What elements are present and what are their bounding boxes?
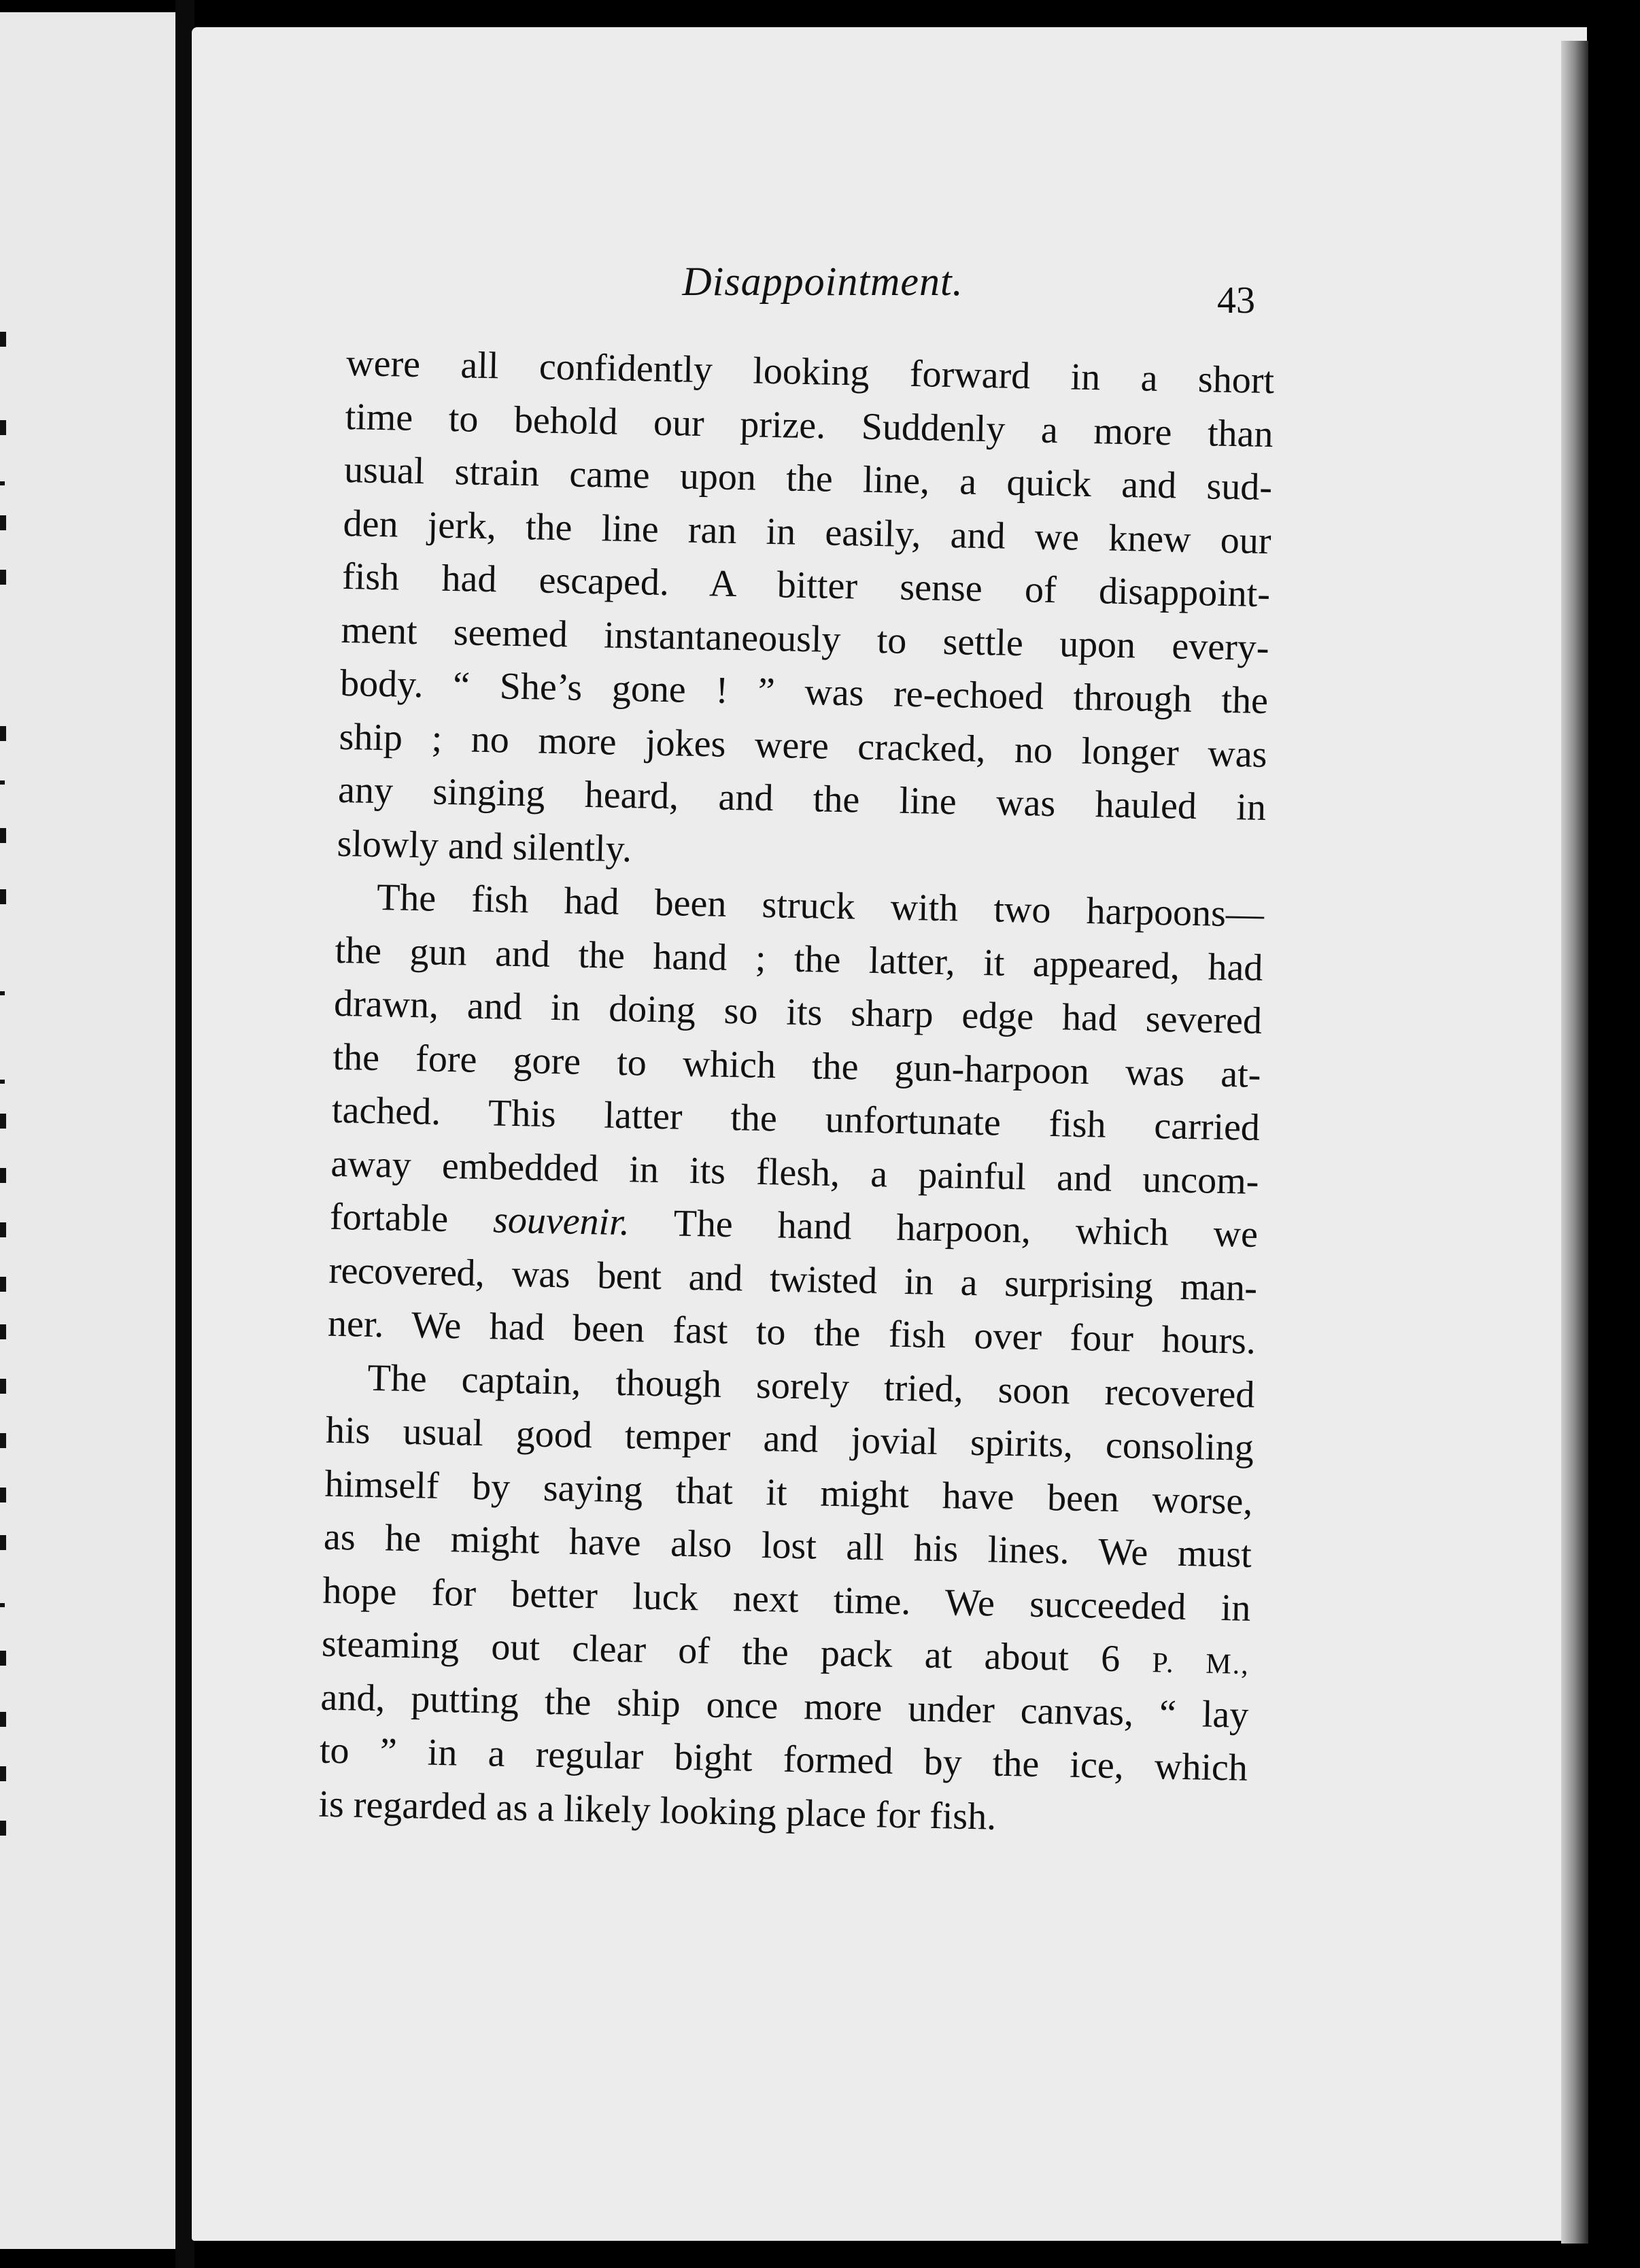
text-fragment: [0, 420, 6, 435]
text-fragment: [0, 1712, 6, 1727]
text-fragment: [0, 481, 5, 485]
text-line: The fish had been struck with two harpoons—: [376, 876, 1265, 936]
page-number: 43: [1217, 279, 1255, 322]
text-segment: The hand harpoon, which we: [629, 1201, 1259, 1256]
text-line: hope for better luck next time. We succeeded in: [322, 1569, 1251, 1630]
text-fragment: [0, 1222, 6, 1237]
text-fragment: [0, 1535, 6, 1550]
text-fragment: [0, 1433, 6, 1448]
text-line: his usual good temper and jovial spirits, consoling: [325, 1409, 1254, 1469]
text-line: recovered, was bent and twisted in a surprising man-: [328, 1249, 1257, 1309]
text-segment: fortable: [329, 1195, 494, 1241]
text-fragment: [0, 1324, 6, 1339]
text-line: ship ; no more jokes were cracked, no longer was: [339, 715, 1268, 776]
text-fragment: [0, 889, 6, 904]
left-page-edge: [0, 12, 175, 2249]
text-fragment: [0, 1651, 6, 1666]
text-fragment: [0, 991, 5, 995]
text-fragment: [0, 515, 6, 530]
text-line: usual strain came upon the line, a quick and sud-: [343, 448, 1273, 509]
text-line: The captain, though sorely tried, soon recovered: [367, 1356, 1255, 1416]
text-fragment: [0, 332, 6, 347]
text-line: himself by saying that it might have been worse,: [324, 1462, 1253, 1523]
text-fragment: [0, 1379, 6, 1394]
text-fragment: [0, 1821, 6, 1836]
text-fragment: [0, 570, 6, 585]
page-edge-shadow: [1561, 41, 1588, 2244]
text-fragment: [0, 1168, 6, 1183]
text-line: ner. We had been fast to the fish over four hours.: [327, 1302, 1257, 1362]
text-line: any singing heard, and the line was hauled in: [337, 768, 1267, 829]
body-text: [318, 337, 1275, 1849]
text-line: the gun and the hand ; the latter, it appeared, had: [335, 929, 1264, 989]
text-line: slowly and silently.: [337, 822, 632, 870]
text-line: drawn, and in doing so its sharp edge had severed: [333, 982, 1263, 1043]
text-fragment: [0, 1277, 6, 1292]
text-line: body. “ She’s gone ! ” was re-echoed through the: [339, 662, 1269, 723]
small-caps-time: P. M.,: [1151, 1647, 1250, 1681]
text-line: is regarded as a likely looking place for fish.: [318, 1783, 997, 1838]
text-line: were all confidently looking forward in a short: [345, 341, 1275, 402]
text-fragment: [0, 1080, 5, 1084]
text-line: as he might have also lost all his lines. We must: [323, 1515, 1252, 1576]
text-fragment: [0, 1114, 6, 1129]
italic-word: souvenir.: [492, 1199, 630, 1244]
text-fragment: [0, 828, 6, 843]
text-line: tached. This latter the unfortunate fish carried: [331, 1088, 1261, 1149]
left-page-text-fragments: [0, 12, 14, 2249]
text-segment: steaming out clear of the pack at about 6: [321, 1622, 1153, 1681]
text-fragment: [0, 1603, 5, 1607]
text-line: time to behold our prize. Suddenly a more than: [345, 395, 1274, 456]
text-line: away embedded in its flesh, a painful and uncom-: [330, 1142, 1259, 1203]
text-line: to ” in a regular bight formed by the ice, which: [319, 1729, 1248, 1789]
text-fragment: [0, 780, 5, 785]
text-line: den jerk, the line ran in easily, and we knew our: [343, 502, 1272, 562]
text-fragment: [0, 1488, 6, 1502]
text-fragment: [0, 1766, 6, 1781]
text-line: the fore gore to which the gun-harpoon was at-: [332, 1035, 1262, 1096]
text-line: fish had escaped. A bitter sense of disappoint-: [341, 555, 1271, 616]
text-line: and, putting the ship once more under canvas, “ lay: [320, 1676, 1249, 1736]
text-fragment: [0, 726, 6, 741]
text-line: ment seemed instantaneously to settle upon every-: [341, 608, 1270, 669]
running-head: Disappointment.: [682, 259, 963, 304]
